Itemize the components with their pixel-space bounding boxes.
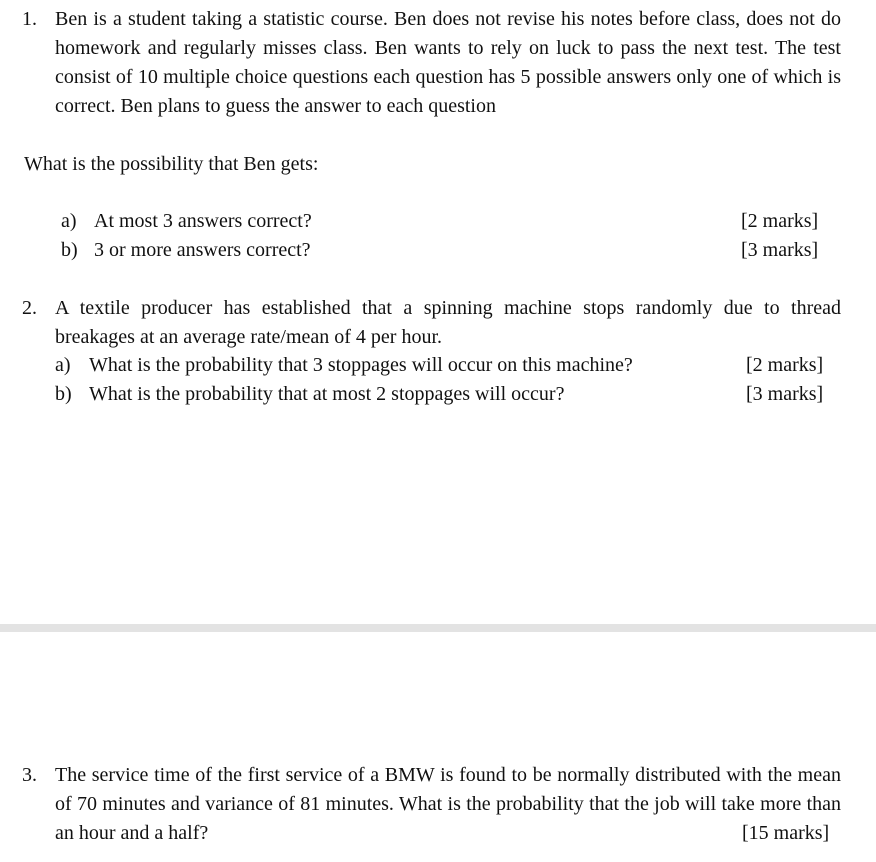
document-page-2 (0, 632, 876, 862)
question-text: The service time of the first service of a BMW is found to be normally distributed with the mean of 70 minutes and variance of 81 minutes. What is the probability that the job will take more than an hour and a half? (55, 764, 841, 844)
question-number: 3. (22, 764, 37, 786)
question-1a-text: At most 3 answers correct? (94, 210, 312, 232)
question-3-marks: [15 marks] (742, 822, 830, 844)
question-1 (0, 5, 876, 125)
question-1b-marks: [3 marks] (741, 239, 819, 261)
question-1a-label: a) (61, 210, 77, 232)
question-2a-label: a) (55, 354, 71, 376)
question-2b-label: b) (55, 383, 72, 405)
question-text: Ben is a student taking a statistic course. Ben does not revise his notes before class, does not do homework and regularly misses class. Ben wants to rely on luck to pass the next test. The test consist of 10 multiple choice questions each question has 5 possible answers only one of which is correct. Ben plans to guess the answer to each question (55, 8, 841, 117)
question-2b-text: What is the probability that at most 2 stoppages will occur? (89, 383, 565, 405)
question-number: 1. (22, 8, 37, 30)
question-1a-marks: [2 marks] (741, 210, 819, 232)
question-2 (0, 294, 876, 354)
page-separator (0, 624, 876, 632)
question-2b-marks: [3 marks] (746, 383, 824, 405)
question-text: A textile producer has established that a spinning machine stops randomly due to thread breakages at an average rate/mean of 4 per hour. (55, 297, 841, 348)
question-2a-text: What is the probability that 3 stoppages will occur on this machine? (89, 354, 633, 376)
question-1b-label: b) (61, 239, 78, 261)
question-number: 2. (22, 297, 37, 319)
question-1b-text: 3 or more answers correct? (94, 239, 311, 261)
question-1-prompt: What is the possibility that Ben gets: (24, 153, 319, 175)
question-2a-marks: [2 marks] (746, 354, 824, 376)
